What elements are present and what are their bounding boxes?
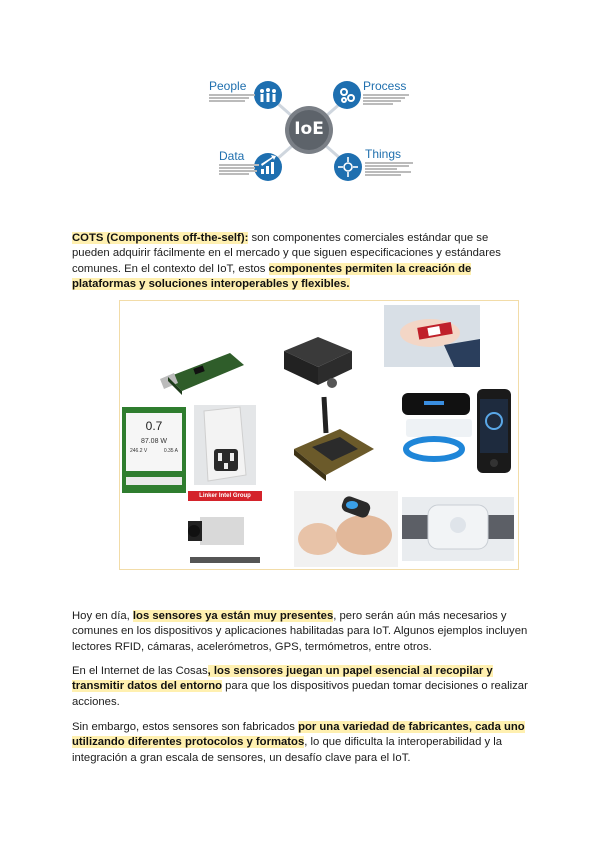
sensores-2-text-a: En el Internet de las Cosas <box>72 665 208 677</box>
quadrant-data <box>219 150 279 176</box>
energy-meter-photo <box>122 407 186 493</box>
quadrant-process-title: Process <box>363 79 407 93</box>
cots-paragraph <box>72 231 528 293</box>
usb-board-photo <box>160 339 248 399</box>
sensores-paragraph-3 <box>72 720 528 766</box>
sensores-3-highlight: por una variedad de fabricantes, cada uno utilizando diferentes protocolos y formatos <box>72 721 525 749</box>
smart-plug-photo <box>194 405 256 485</box>
sensores-1-text-b: , pero serán aún más necesarios y comunes en los dispositivos y aplicaciones habilitadas para IoT. Algunos ejemplos incluyen lectores RFID, cámaras, acelerómetros, GPS, termómetros, entre otros. <box>72 610 528 653</box>
sensores-paragraph-1 <box>72 609 528 655</box>
quadrant-things-title: Things <box>365 147 402 161</box>
sensores-1-highlight: los sensores ya están muy presentes <box>132 610 334 622</box>
sensores-paragraph-2 <box>72 664 528 710</box>
meter-current: 0.35 A <box>163 448 178 454</box>
meter-value: 0.7 <box>145 419 163 433</box>
sensores-3-text-b: , lo que dificulta la interoperabilidad y la integración a gran escala de sensores, un desafío clave para el IoT. <box>72 736 503 764</box>
smartphone-photo <box>474 387 514 477</box>
wrist-monitor-photo <box>402 497 514 561</box>
sensor-box-photo <box>278 331 356 391</box>
ioe-diagram <box>205 72 420 194</box>
quadrant-people <box>209 80 269 103</box>
sensores-2-text-b: para que los dispositivos puedan tomar decisiones o realizar acciones. <box>72 680 528 708</box>
camera-caption: Linker Intel Group <box>188 491 262 501</box>
sensores-1-text-a: Hoy en día, <box>72 610 133 622</box>
gears-icon <box>333 81 361 109</box>
wristband-photo <box>384 305 480 367</box>
quadrant-people-title: People <box>209 79 247 93</box>
sensores-2-highlight: , los sensores juegan un papel esencial al recopilar y transmitir datos del entorno <box>72 665 493 693</box>
iot-devices-collage <box>119 300 519 570</box>
handheld-sensor-photo <box>294 491 398 567</box>
cots-highlight: componentes permiten la creación de plataformas y soluciones interoperables y flexibles. <box>72 262 472 291</box>
quadrant-things <box>365 148 425 177</box>
quadrant-data-title: Data <box>219 149 245 163</box>
cots-term: COTS (Components off-the-self): <box>72 232 249 244</box>
ioe-center-label: IoE <box>294 119 324 139</box>
meter-voltage: 246.2 V <box>130 448 148 454</box>
wireless-board-photo <box>290 393 376 483</box>
ip-camera-photo <box>188 491 262 567</box>
meter-power: 87.08 W <box>140 438 168 445</box>
sensores-3-text-a: Sin embargo, estos sensores son fabricados <box>72 721 299 733</box>
quadrant-process <box>363 80 423 106</box>
fitness-tracker-photo <box>400 387 474 475</box>
cots-text: son componentes comerciales estándar que se pueden adquirir fácilmente en el mercado y que siguen especificaciones y estándares comunes. En el contexto del IoT, estos <box>72 232 501 275</box>
